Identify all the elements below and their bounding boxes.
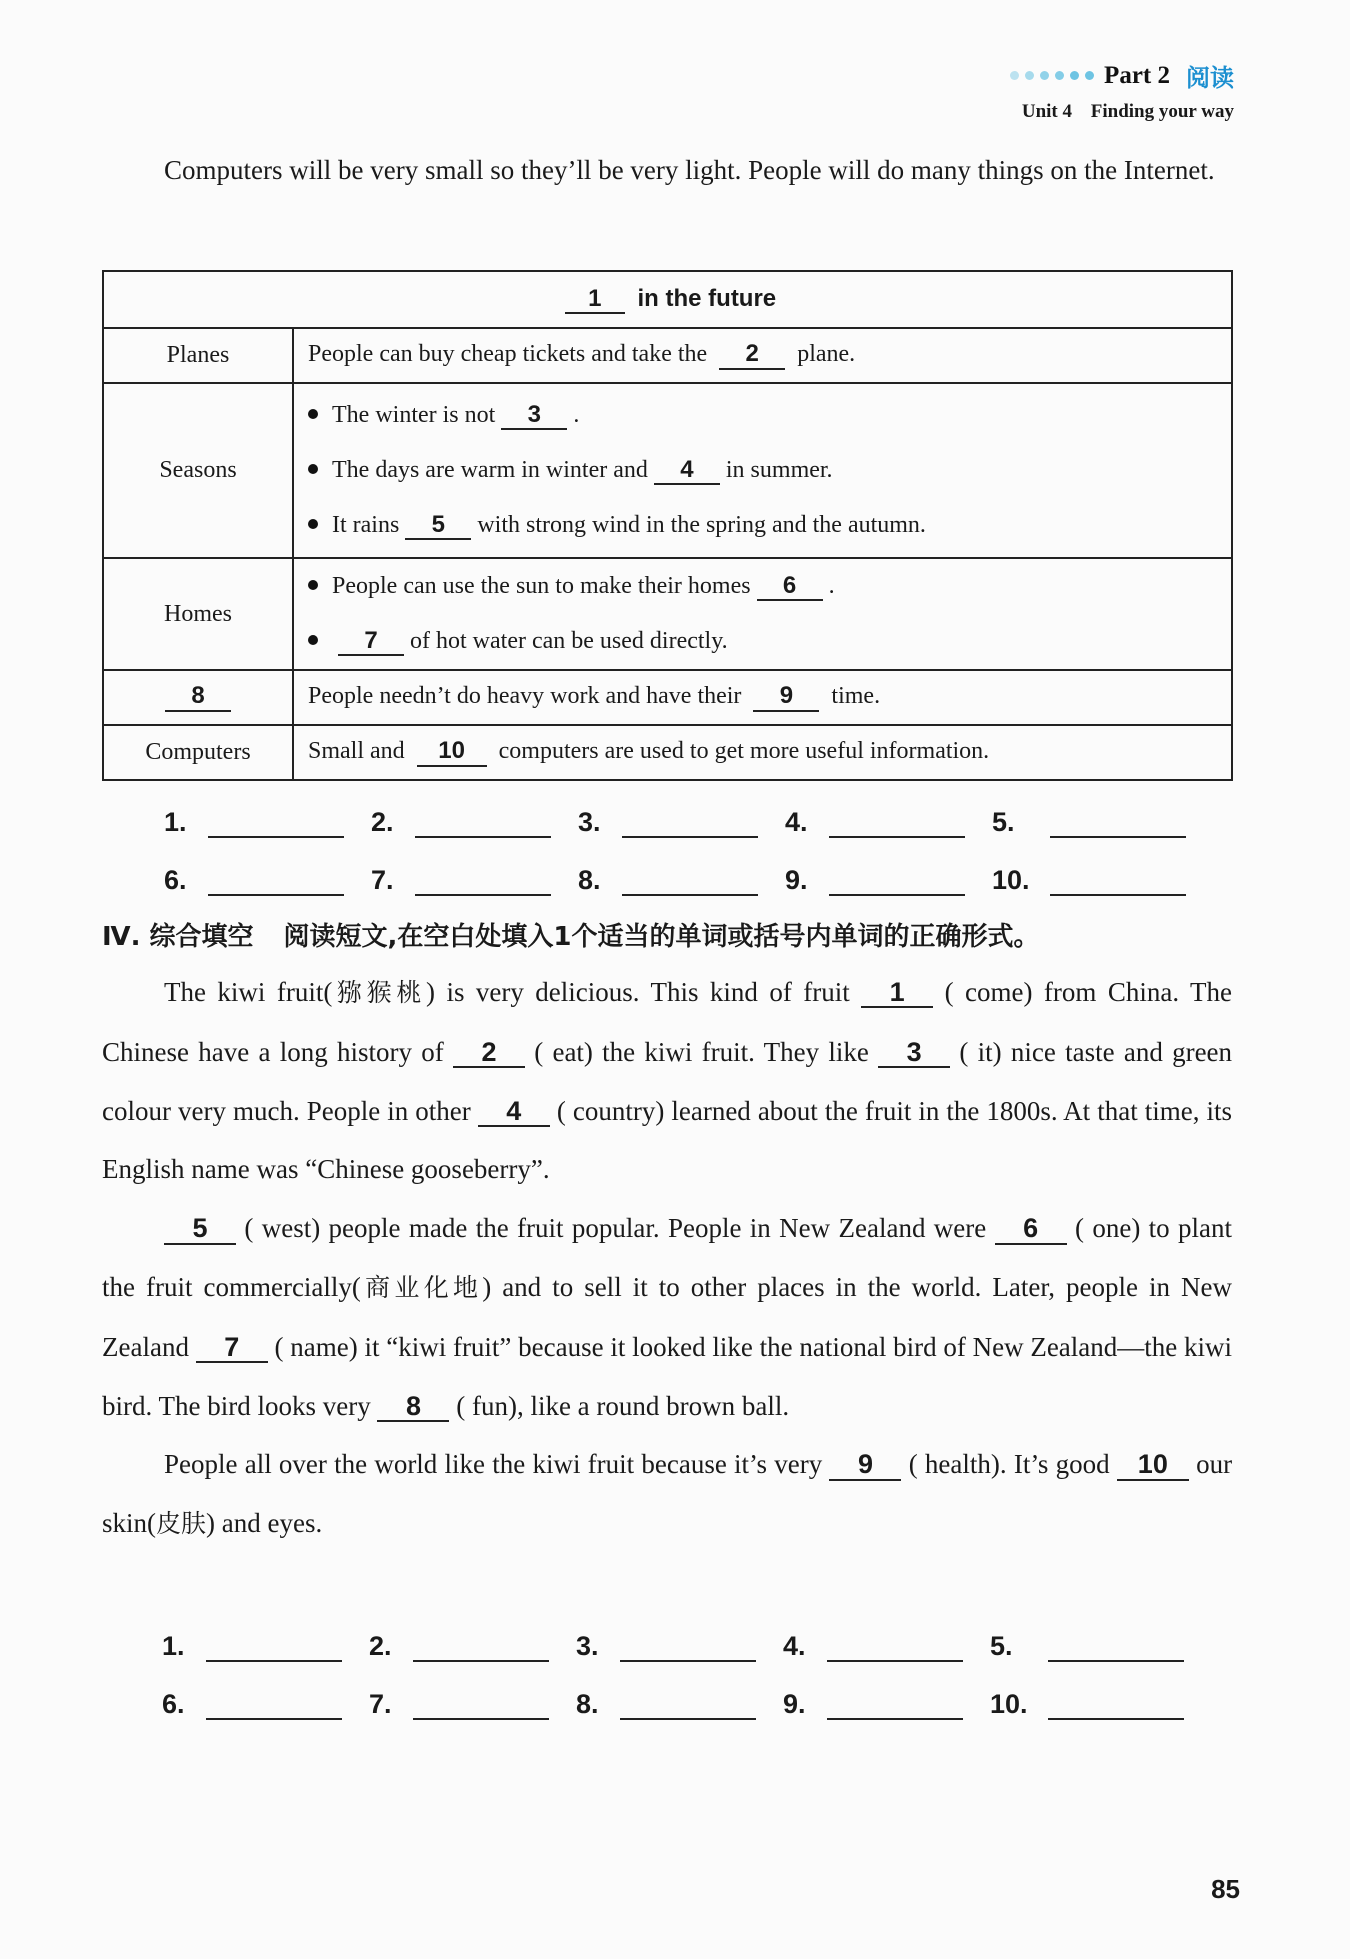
- cell-text: People can buy cheap tickets and take the: [308, 341, 708, 368]
- intro-paragraph: Computers will be very small so they’ll be very light. People will do many things on the Internet.: [164, 155, 1215, 185]
- blank-10: 10: [417, 738, 487, 766]
- passage-chinese-text: 商业化地: [360, 1272, 483, 1302]
- passage-chinese-text: 猕猴桃: [332, 978, 427, 1007]
- passage-text: ( eat) the kiwi fruit. They like: [534, 1036, 869, 1067]
- passage-blank-8: 8: [377, 1392, 449, 1422]
- passage-text: ( it) nice taste and green colour very much. People in other: [102, 1036, 1233, 1126]
- blank-9: 9: [753, 683, 819, 711]
- row-seasons: [293, 383, 1232, 558]
- answer-line-2[interactable]: [415, 802, 551, 838]
- answer-number: 2.: [371, 807, 394, 837]
- row-label-homes: Homes: [103, 558, 293, 670]
- passage-answer-line-3[interactable]: [620, 1626, 756, 1662]
- answer-number: 8.: [576, 1689, 599, 1719]
- answer-number: 7.: [369, 1689, 392, 1719]
- passage-blank-1: 1: [861, 978, 933, 1008]
- answer-number: 1.: [162, 1631, 185, 1661]
- answer-line-7[interactable]: [415, 860, 551, 896]
- cell-text: People needn’t do heavy work and have their: [308, 683, 742, 710]
- page-header: [1010, 58, 1234, 123]
- cell-text: plane.: [797, 341, 856, 368]
- answer-number: 6.: [162, 1689, 185, 1719]
- bullet-icon: [308, 519, 318, 529]
- blank-7: 7: [338, 628, 404, 656]
- cell-text: computers are used to get more useful information.: [498, 738, 990, 765]
- answer-number: 6.: [164, 865, 187, 895]
- cell-text: in summer.: [725, 457, 833, 483]
- row-planes: [293, 328, 1232, 383]
- answer-number: 5.: [990, 1631, 1013, 1661]
- unit-number: Unit 4: [1021, 101, 1072, 122]
- cell-text: It rains: [332, 512, 400, 538]
- cell-text: with strong wind in the spring and the autumn.: [477, 512, 926, 538]
- passage-blank-7: 7: [196, 1333, 268, 1363]
- passage-blank-9: 9: [829, 1450, 901, 1480]
- passage-blank-10: 10: [1117, 1450, 1189, 1480]
- table-title-text: in the future: [637, 284, 777, 312]
- blank-6: 6: [757, 573, 823, 601]
- passage-answer-line-2[interactable]: [413, 1626, 549, 1662]
- answer-line-5[interactable]: [1050, 802, 1186, 838]
- cell-text: Small and: [308, 738, 405, 765]
- passage-answer-line-10[interactable]: [1048, 1684, 1184, 1720]
- blank-4: 4: [654, 457, 720, 485]
- answer-lines-passage: [162, 1604, 1220, 1720]
- answer-line-6[interactable]: [208, 860, 344, 896]
- passage-paragraph-2: [102, 1199, 1232, 1435]
- row-label-computers: Computers: [103, 725, 293, 780]
- bullet-icon: [308, 635, 318, 645]
- cell-text: of hot water can be used directly.: [410, 628, 728, 654]
- part-chinese-label: 阅读: [1186, 64, 1234, 92]
- passage-text: ) is very delicious. This kind of fruit: [426, 977, 850, 1007]
- answer-number: 4.: [785, 807, 808, 837]
- passage-blank-6: 6: [995, 1214, 1067, 1244]
- passage-blank-4: 4: [478, 1097, 550, 1127]
- row-label-seasons: Seasons: [103, 383, 293, 558]
- section-instruction: 阅读短文,在空白处填入1个适当的单词或括号内单词的正确形式。: [283, 922, 1040, 952]
- row-label-planes: Planes: [103, 328, 293, 383]
- answer-number: 3.: [578, 807, 601, 837]
- passage-blank-2: 2: [453, 1038, 525, 1068]
- answer-number: 8.: [578, 865, 601, 895]
- answer-line-3[interactable]: [622, 802, 758, 838]
- row-homes: [293, 558, 1232, 670]
- unit-label: [1010, 101, 1234, 123]
- blank-2: 2: [719, 341, 785, 369]
- page-number: 85: [1211, 1874, 1240, 1904]
- decorative-dots-icon: [1010, 71, 1094, 80]
- passage-text: ( come) from China. The Chinese have a long history of: [102, 977, 1232, 1067]
- passage-paragraph-1: [102, 963, 1232, 1199]
- cell-text: The days are warm in winter and: [332, 457, 648, 483]
- answer-number: 3.: [576, 1631, 599, 1661]
- row-label-work: [103, 670, 293, 725]
- answer-number: 9.: [783, 1689, 806, 1719]
- passage-text: ( name) it “kiwi fruit” because it looked like the national bird of New Zealand—the kiwi bird. The bird looks very: [102, 1331, 1233, 1421]
- passage-answer-line-8[interactable]: [620, 1684, 756, 1720]
- answer-line-8[interactable]: [622, 860, 758, 896]
- answer-line-1[interactable]: [208, 802, 344, 838]
- passage-answer-line-9[interactable]: [827, 1684, 963, 1720]
- passage-text: People all over the world like the kiwi fruit because it’s very: [164, 1449, 823, 1480]
- future-table: [102, 270, 1233, 781]
- answer-line-4[interactable]: [829, 802, 965, 838]
- bullet-icon: [308, 580, 318, 590]
- passage-paragraph-3: [102, 1435, 1232, 1554]
- row-work: [293, 670, 1232, 725]
- blank-3: 3: [501, 402, 567, 430]
- bullet-icon: [308, 409, 318, 419]
- answer-number: 7.: [371, 865, 394, 895]
- passage-text: ( fun), like a round brown ball.: [456, 1390, 790, 1421]
- answer-number: 4.: [783, 1631, 806, 1661]
- answer-number: 5.: [992, 807, 1015, 837]
- answer-lines-table: [164, 780, 1222, 896]
- answer-line-9[interactable]: [829, 860, 965, 896]
- passage-blank-5: 5: [164, 1214, 236, 1244]
- passage-text: ( country) learned about the fruit in the 1800s. At that time, its English name was “Chinese gooseberry”.: [102, 1095, 1232, 1185]
- answer-number: 10.: [992, 865, 1030, 895]
- cell-text: time.: [831, 683, 881, 710]
- cell-text: People can use the sun to make their homes: [332, 573, 751, 599]
- passage-text: ) and eyes.: [206, 1508, 323, 1539]
- passage-text: ) and to sell it to other places in the world. Later, people in New Zealand: [102, 1271, 1232, 1362]
- blank-8: 8: [165, 683, 231, 711]
- passage-chinese-text: 皮肤: [156, 1509, 207, 1539]
- cell-text: .: [828, 573, 835, 599]
- answer-line-10[interactable]: [1050, 860, 1186, 896]
- passage-answer-line-6[interactable]: [206, 1684, 342, 1720]
- bullet-icon: [308, 464, 318, 474]
- row-computers: [293, 725, 1232, 780]
- passage-answer-line-4[interactable]: [827, 1626, 963, 1662]
- unit-title: Finding your way: [1090, 101, 1234, 122]
- passage-answer-line-5[interactable]: [1048, 1626, 1184, 1662]
- passage-answer-line-7[interactable]: [413, 1684, 549, 1720]
- passage-text: ( health). It’s good: [908, 1449, 1110, 1480]
- cell-text: The winter is not: [332, 402, 496, 428]
- part-label: Part 2: [1104, 61, 1170, 89]
- table-title: [103, 271, 1232, 328]
- passage-text: ( west) people made the fruit popular. People in New Zealand were: [244, 1213, 987, 1244]
- blank-5: 5: [405, 512, 471, 540]
- answer-number: 2.: [369, 1631, 392, 1661]
- answer-number: 9.: [785, 865, 808, 895]
- answer-number: 10.: [990, 1689, 1028, 1719]
- section-title: Ⅳ. 综合填空: [102, 922, 254, 952]
- section-4-heading: [102, 916, 1039, 953]
- passage-blank-3: 3: [878, 1038, 950, 1068]
- passage-text: our skin(: [102, 1449, 1233, 1539]
- cell-text: .: [573, 402, 580, 428]
- passage-answer-line-1[interactable]: [206, 1626, 342, 1662]
- blank-1: 1: [565, 286, 625, 314]
- answer-number: 1.: [164, 807, 187, 837]
- passage-text: The kiwi fruit(: [164, 977, 333, 1007]
- kiwi-passage: [102, 963, 1232, 1554]
- passage-text: ( one) to plant the fruit commercially(: [102, 1213, 1233, 1302]
